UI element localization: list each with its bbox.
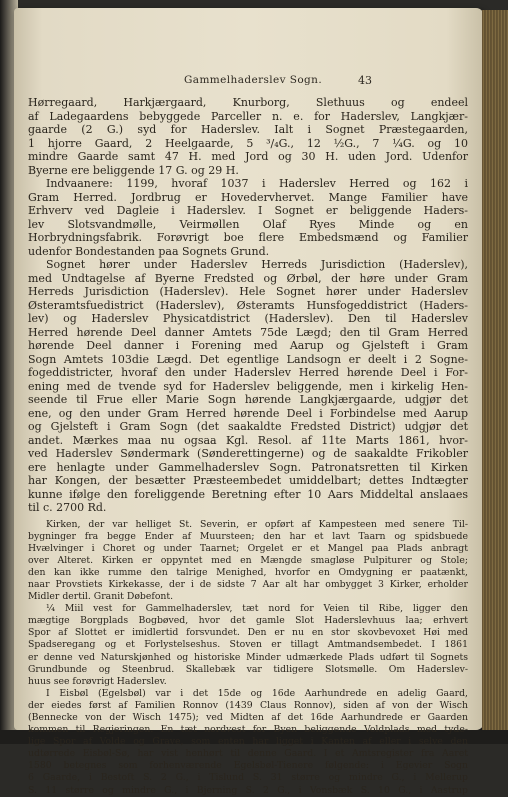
text-line: Byerne ere beliggende 17 G. og 29 H. — [28, 163, 239, 177]
page-number: 43 — [358, 74, 372, 87]
text-line: gaarde (2 G.) syd for Haderslev. Ialt i Sognet Præstegaarden, — [28, 123, 468, 136]
small-text-line: ¼ Miil vest for Gammelhaderslev, tæt nord for Veien til Ribe, ligger den — [46, 603, 468, 615]
small-text-line: naar Provstiets Kirkekasse, der i de sidste 7 Aar alt har ombygget 3 Kirker, erholder — [28, 578, 468, 590]
small-text-line: Spor af Slottet er imidlertid forsvundet. Den er nu en stor skovbevoxet Høi med — [28, 627, 468, 639]
small-text-line: bygninger fra begge Ender af Muursteen; den har et lavt Taarn og spidsbuede — [28, 530, 468, 542]
small-text-line: 1580 betegnes som forhenværende Egelsbøl-Tienere følgende: i Egevier Sogn — [28, 760, 468, 772]
small-text-line: Hvælvinger i Choret og under Taarnet; Orgelet er et Mangel paa Plads anbragt — [28, 542, 468, 554]
small-text-line: Grundbunde og Steenbrud. Skallebæk var tidligere Slotsmølle. Om Haderslev- — [28, 663, 468, 675]
text-line: ved Haderslev Søndermark (Sønderettingerne) og de saakaldte Frikobler — [28, 447, 468, 460]
text-line: Hørregaard, Harkjærgaard, Knurborg, Slethuus og endeel — [28, 96, 468, 109]
text-line: udenfor Bondestanden paa Sognets Grund. — [28, 244, 270, 258]
main-paragraphs — [28, 96, 468, 515]
text-line: af Ladegaardens bebyggede Parceller n. e. for Haderslev, Langkjær- — [28, 109, 468, 123]
text-line: seende til Frue eller Marie Sogn hørende Langkjærgaarde, udgjør det — [28, 393, 468, 406]
small-text-line: kommen til Regjeringen. En tæt nordvest for Byen beliggende Voldplads med tyde- — [28, 724, 468, 736]
small-text-line: mægtige Borgplads Bogbøved, hvor det gamle Slot Haderslevhuus laa; erhvert — [28, 615, 468, 627]
text-line: og Gjelsteft i Gram Sogn (det saakaldte Fredsted District) udgjør det — [28, 420, 468, 433]
small-print-paragraphs — [28, 519, 468, 797]
text-line: lev) og Haderslev Physicatdistrict (Haderslev). Den til Haderslev — [28, 312, 468, 325]
small-text-line: lige Spor af Volde og Grave, som enten har ligget i Kanten af eller i selve den — [28, 736, 468, 748]
small-text-line: S. 11 større og mindre G., i Bjerning S. 2 G., i Vonsbæk S. 10 G., i Aastrup — [28, 784, 468, 796]
small-text-line: I Eisbøl (Egelsbøl) var i det 15de og 16de Aarhundrede en adelig Gaard, — [46, 687, 468, 699]
small-text-line: udtørrede Eisbøl-Sø, har vist henhørt til denne Gaard. I et Amtsregister fra Aaret — [28, 748, 468, 760]
text-line: Herred hørende Deel danner Amtets 75de Lægd; den til Gram Herred — [28, 325, 468, 339]
small-text-line: er denne ved Naturskjønhed og historiske Minder udmærkede Plads udført til Sognets — [28, 651, 468, 663]
page-block-edge — [482, 10, 508, 730]
text-line: ene, og den under Gram Herred hørende Deel i Forbindelse med Aarup — [28, 406, 468, 420]
small-text-line: (Bennecke von der Wisch 1475); ved Midten af det 16de Aarhundrede er Gaarden — [28, 712, 468, 723]
text-line: fogeddistricter, hvoraf den under Haderslev Herred hørende Deel i For- — [28, 366, 468, 379]
small-text-line: Spadseregang og et Forlystelseshus. Stoven er tillagt Amtmandsembedet. I 1861 — [28, 639, 468, 651]
text-line: Gram Herred. Jordbrug er Hovedervhervet. Mange Familier have — [28, 190, 468, 204]
text-line: 1 hjorre Gaard, 2 Heelgaarde, 5 ³/₄G., 12 ½G., 7 ¼G. og 10 — [28, 136, 468, 150]
text-line: Herreds Jurisdiction (Haderslev). Hele Sognet hører under Haderslev — [28, 285, 468, 298]
text-line: Erhverv ved Dagleie i Haderslev. I Sognet er beliggende Haders- — [28, 204, 468, 217]
small-text-line: huus see forøvrigt Haderslev. — [28, 675, 167, 687]
text-line: har Kongen, der besætter Præsteembedet umiddelbart; dettes Indtægter — [28, 474, 468, 487]
page-header — [24, 74, 384, 90]
text-line: mindre Gaarde samt 47 H. med Jord og 30 H. uden Jord. Udenfor — [28, 150, 468, 163]
text-line: til c. 2700 Rd. — [28, 501, 107, 514]
small-text-line: 6 Gaarde, i Bestoft S. 2 G., i Tislund S. 31 større og mindre G., i Mellerup — [28, 772, 468, 784]
text-line: andet. Mærkes maa nu ogsaa Kgl. Resol. af 11te Marts 1861, hvor- — [28, 433, 468, 447]
page-body — [28, 96, 468, 797]
text-line: Indvaanere: 1199, hvoraf 1037 i Haderslev Herred og 162 i — [46, 177, 468, 190]
text-line: Sogn Amtets 103die Lægd. Det egentlige Landsogn er deelt i 2 Sogne- — [28, 352, 468, 366]
text-line: kunne ifølge den foreliggende Beretning efter 10 Aars Middeltal anslaaes — [28, 487, 468, 501]
text-line: Horbrydningsfabrik. Forøvrigt boe flere Embedsmænd og Familier — [28, 231, 468, 244]
text-line: ere henlagte under Gammelhaderslev Sogn. Patronatsretten til Kirken — [28, 460, 468, 474]
small-text-line: Kirken, der var helliget St. Severin, er opført af Kampesteen med senere Til- — [46, 518, 468, 530]
text-line: Sognet hører under Haderslev Herreds Jurisdiction (Haderslev), — [46, 258, 468, 271]
small-text-line: Midler dertil. Granit Døbefont. — [28, 591, 174, 603]
text-line: Østeramtsfuedistrict (Haderslev), Østeramts Hunsfogeddistrict (Haders- — [28, 298, 468, 312]
small-text-line: over Alteret. Kirken er oppyntet med en Mængde smagløse Pulpiturer og Stole; — [28, 554, 468, 566]
running-title: Gammelhaderslev Sogn. — [184, 74, 323, 86]
small-text-line: der eiedes først af Familien Ronnov (1439 Claus Ronnov), siden af von der Wisch — [28, 699, 468, 711]
small-text-line: den kan ikke rumme den talrige Menighed, hvorfor en Omdygning er paatænkt, — [28, 566, 468, 578]
text-line: lev Slotsvandmølle, Veirmøllen Olaf Ryes Minde og en — [28, 217, 468, 231]
text-line: med Undtagelse af Byerne Fredsted og Ørbøl, der høre under Gram — [28, 271, 468, 285]
text-line: hørende Deel danner i Forening med Aarup og Gjelsteft i Gram — [28, 339, 468, 352]
text-line: ening med de tvende syd for Haderslev beliggende, men i kirkelig Hen- — [28, 379, 468, 393]
